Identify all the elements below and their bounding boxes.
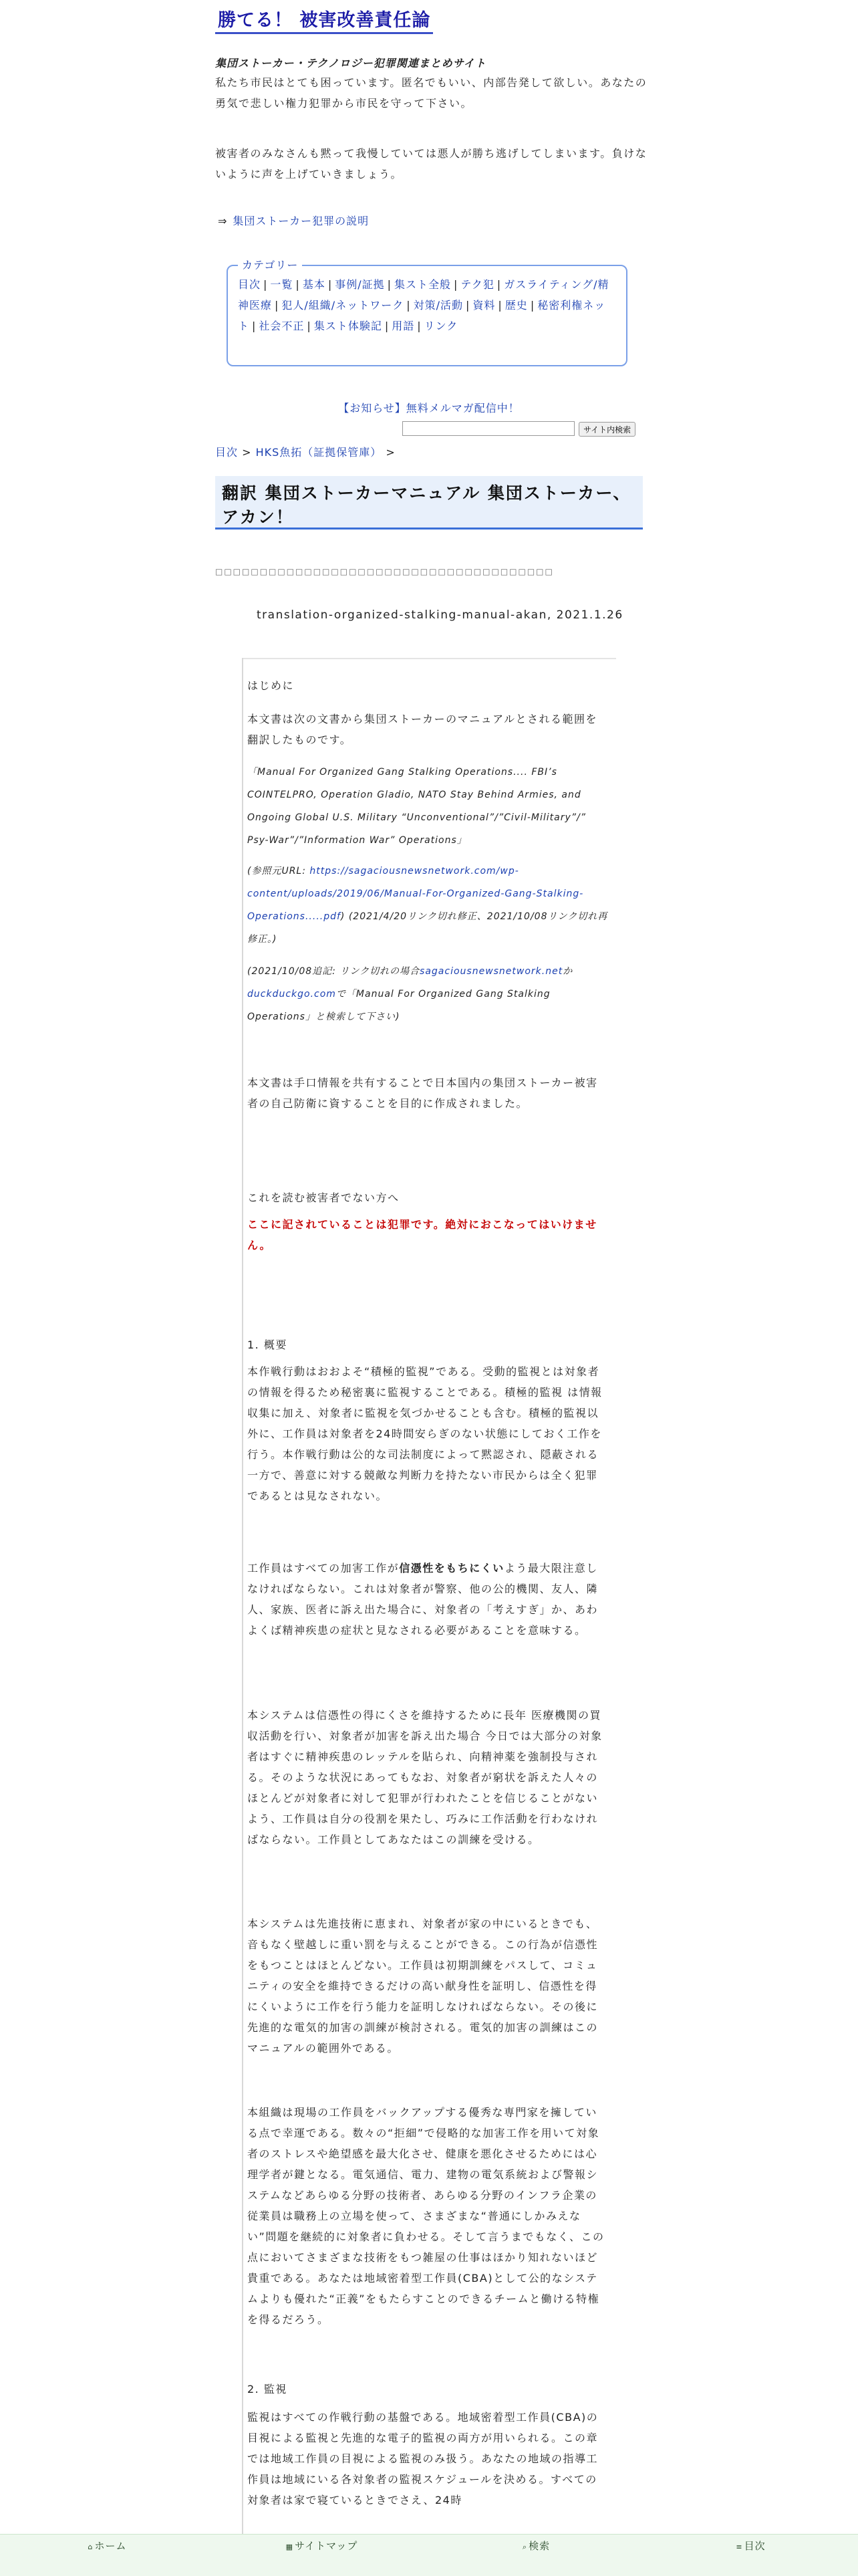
category-separator: |: [498, 299, 503, 312]
category-separator: |: [252, 320, 257, 332]
section-heading-1: 1. 概要: [247, 1338, 287, 1351]
addendum-prefix: (2021/10/08追記: リンク切れの場合: [247, 966, 420, 977]
category-link[interactable]: リンク: [424, 320, 458, 332]
category-link[interactable]: 基本: [302, 278, 325, 291]
category-link[interactable]: 事例/証拠: [335, 278, 385, 291]
footer-nav-item[interactable]: [429, 2535, 644, 2576]
footer-nav-item[interactable]: [644, 2535, 858, 2576]
category-link[interactable]: 対策/活動: [413, 299, 463, 312]
p9-emphasis: 信憑性をもちにくい: [399, 1562, 505, 1574]
breadcrumb-section[interactable]: HKS魚拓（証拠保管庫）: [255, 446, 382, 459]
article-source-url: [247, 860, 608, 951]
category-link[interactable]: 秘密利権ネット: [238, 299, 606, 332]
category-separator: |: [454, 278, 458, 291]
article-paragraph: 本文書は手口情報を共有することで日本国内の集団ストーカー被害者の自己防衛に資することを目的に作成されました。: [247, 1076, 598, 1110]
content-top-border: [242, 658, 616, 659]
article-paragraph: 監視はすべての作戦行動の基盤である。地域密着型工作員(CBA)の目視による監視と先進的な電子的監視の両方が用いられる。この章では地域工作員の目視による監視のみ扱う。あなたの地域の指導工作員は地域にいる各対象者の監視スケジュールを決める。すべての対象者は家で寝ているときでさえ、24時: [247, 2411, 599, 2506]
category-link[interactable]: ガスライティング/精神医療: [238, 278, 609, 312]
intro-paragraph-1: 私たち市民はとても困っています。匿名でもいい、内部告発して欲しい。あなたの勇気で悲しい権力犯罪から市民を守って下さい。: [215, 76, 648, 110]
breadcrumb: [215, 444, 396, 459]
section-heading-2: 2. 監視: [247, 2383, 287, 2395]
category-link[interactable]: 一覧: [270, 278, 293, 291]
footer-nav-label: 目次: [744, 2540, 766, 2552]
category-link[interactable]: 歴史: [505, 299, 528, 312]
category-link[interactable]: テク犯: [460, 278, 494, 291]
category-separator: |: [384, 320, 390, 332]
heading-intro: はじめに: [247, 679, 295, 692]
footer-nav-item[interactable]: [214, 2535, 429, 2576]
category-separator: |: [327, 278, 333, 291]
article-paragraph: 本システムは先進技術に恵まれ、対象者が家の中にいるときでも、音もなく壁越しに重い罰を与えることができる。この行為が信憑性をもつことはほとんどない。工作員は初期訓練をパスして、コミュニティの安全を維持できるだけの高い献身性を証明し、信憑性を得にくいように工作を行う能力を証明しなければならない。その後に先進的な電気的加害の訓練が検討される。電気的加害の訓練はこのマニュアルの範囲外である。: [247, 1917, 599, 2055]
category-title: カテゴリー: [238, 257, 302, 272]
footer-nav-label: サイトマップ: [295, 2540, 358, 2552]
explain-link-row: [218, 213, 369, 228]
footer-nav-icon: ▦: [285, 2543, 294, 2551]
article-paragraph: これを読む被害者でない方へ: [247, 1191, 400, 1204]
category-separator: |: [406, 299, 411, 312]
site-search-button[interactable]: サイト内検索: [579, 422, 635, 437]
category-separator: |: [496, 278, 502, 291]
category-separator: |: [466, 299, 470, 312]
article-paragraph: 本作戦行動はおおよそ“積極的監視”である。受動的監視とは対象者の情報を得るため秘密裏に監視することである。積極的監視 は情報収集に加え、対象者に監視を気づかせることも含む。積極的監視以外に、工作員は対象者を24時間安らぎのない状態にしておく工作を行う。本作戦行動は公的な司法制度によって黙認され、隠蔽される一方で、善意に対する競敵な判断力を持たない市民からは全く犯罪であるとは見なされない。: [247, 1365, 603, 1502]
article-paragraph: 本システムは信憑性の得にくさを維持するために長年 医療機関の買収活動を行い、対象者が加害を訴え出た場合 今日では大部分の対象者はすぐに精神疾患のレッテルを貼られ、向精神薬を強制投与される。そのような状況にあってもなお、対象者が窮状を訴えた人々のほとんどが対象者に対して犯罪が行われたことを信じることがないよう、工作員は自分の役割を果たし、巧みに工作活動を行わなければならない。工作員としてあなたはこの訓練を受ける。: [247, 1709, 603, 1846]
breadcrumb-sep-2: >: [386, 446, 396, 459]
footer-nav-icon: ⌕: [522, 2543, 528, 2551]
category-link[interactable]: 集スト体験記: [313, 320, 382, 332]
source-line: translation-organized-stalking-manual-akan, 2021.1.26: [257, 608, 623, 622]
category-link[interactable]: 社会不正: [259, 320, 305, 332]
footer-nav-item[interactable]: [0, 2535, 214, 2576]
source-suffix: ) (2021/4/20リンク切れ修正、2021/10/08リンク切れ再修正。): [247, 911, 608, 945]
intro-paragraph-2: 被害者のみなさんも黙って我慢していては悪人が勝ち逃げしてしまいます。負けないように声を上げていきましょう。: [215, 147, 648, 181]
category-link[interactable]: 犯人/組織/ネットワーク: [281, 299, 404, 312]
breadcrumb-home[interactable]: 目次: [215, 446, 239, 459]
title-underline: [215, 32, 433, 34]
article-paragraph: [247, 1558, 608, 1641]
category-link[interactable]: 資料: [472, 299, 496, 312]
footer-nav-label: 検索: [529, 2540, 551, 2552]
footer-nav-icon: ⌂: [88, 2543, 94, 2551]
addendum-mid: か: [563, 966, 573, 977]
article-addendum: [247, 960, 608, 1028]
article-paragraph: 本組織は現場の工作員をバックアップする優秀な専門家を擁している点で幸運である。数々の“拒細”で侵略的な加害工作を用いて対象者のストレスや絶望感を最大化させ、健康を悪化させるためには心理学者が鍵となる。電気通信、電力、建物の電気系統および警報システムなどあらゆる分野の技術者、あらゆる分野のインフラ企業の従業員は職務上の立場を使って、さまざまな“普通にしかみえない”問題を継続的に対象者に負わせる。そして言うまでもなく、この点においてさまざまな技術をもつ雑屋の仕事はほかり知れないほど貴重である。あなたは地域密着型工作員(CBA)として公的なシステムよりも優れた“正義”をもたらすことのできるチームと働ける特権を得るだろう。: [247, 2106, 605, 2326]
addendum-suffix: で「Manual For Organized Gang Stalking Operations」と検索して下さい): [247, 989, 551, 1022]
content-left-border: [242, 658, 243, 2575]
explain-link[interactable]: 集団ストーカー犯罪の説明: [233, 215, 370, 227]
category-separator: |: [530, 299, 535, 312]
category-separator: |: [417, 320, 422, 332]
category-separator: |: [295, 278, 300, 291]
sagacious-link[interactable]: sagaciousnewsnetwork.net: [420, 966, 563, 977]
category-link[interactable]: 目次: [238, 278, 261, 291]
category-link[interactable]: 集スト全般: [394, 278, 452, 291]
footer-nav-label: ホーム: [94, 2540, 127, 2552]
garbled-text: □□□□□□□□□□□□□□□□□□□□□□□□□□□□□□□□□□□□□□: [215, 567, 554, 576]
page-title: 翻訳 集団ストーカーマニュアル 集団ストーカー、アカン！: [215, 476, 643, 530]
source-prefix: (参照元URL:: [247, 866, 310, 876]
category-separator: |: [307, 320, 311, 332]
arrow-icon: ⇒: [218, 215, 228, 227]
p9-c: よう最大限注意しなければならない。これは対象者が警察、他の公的機関、友人、隣人、家族、医者に訴え出た場合に、対象者の「考えすぎ」か、あわよくば精神疾患の症状と見なされる必要があることを意味する。: [247, 1562, 599, 1637]
article-quote: 「Manual For Organized Gang Stalking Operations.... FBI’s COINTELPRO, Operation Gladio, NATO Stay Behind Armies, and Ongoing Global U.S. Military “Unconventional”/”Civil-Military”/” Psy-War”/”Information War” Operations」: [247, 767, 586, 846]
search-input[interactable]: [402, 421, 575, 436]
category-links: [238, 274, 619, 336]
category-link[interactable]: 用語: [392, 320, 415, 332]
source-url-link[interactable]: https://sagaciousnewsnetwork.com/wp-content/uploads/2019/06/Manual-For-Organized-Gang-Stalking-Operations.....pdf: [247, 866, 584, 922]
p9-a: 工作員はすべての加害工作が: [247, 1562, 400, 1574]
breadcrumb-sep: >: [242, 446, 252, 459]
category-separator: |: [263, 278, 268, 291]
warning-text: ここに記されていることは犯罪です。絶対におこなってはいけません。: [247, 1218, 597, 1252]
footer-nav: [0, 2534, 858, 2576]
site-tagline: 集団ストーカー・テクノロジー犯罪関連まとめサイト: [215, 57, 486, 70]
newsletter-notice[interactable]: 【お知らせ】無料メルマガ配信中！: [338, 402, 520, 415]
footer-nav-icon: ≡: [736, 2543, 743, 2551]
article-paragraph: 本文書は次の文書から集団ストーカーのマニュアルとされる範囲を翻訳したものです。: [247, 713, 598, 746]
site-title[interactable]: 勝てる！ 被害改善責任論: [218, 10, 431, 31]
duckduckgo-link[interactable]: duckduckgo.com: [247, 989, 336, 1000]
category-separator: |: [275, 299, 279, 312]
category-separator: |: [387, 278, 392, 291]
